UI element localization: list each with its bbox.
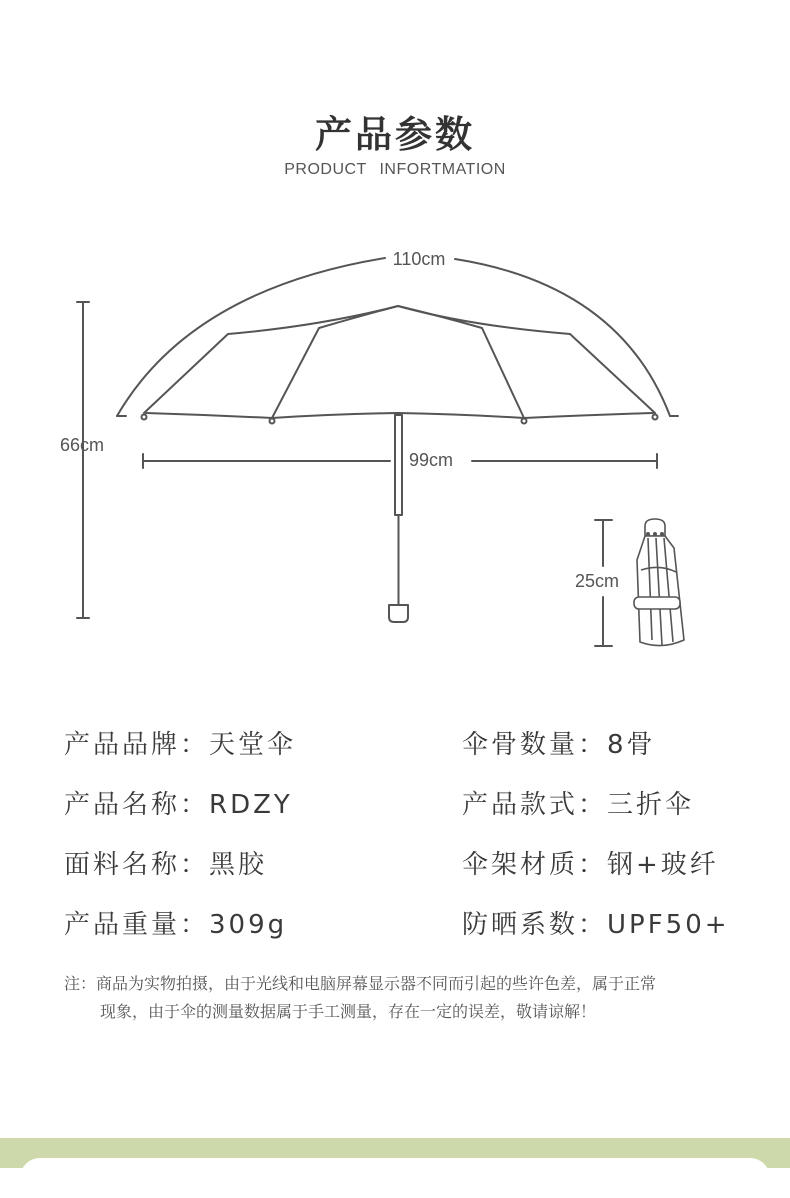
umbrella-handle — [389, 605, 408, 622]
spec-value: 天堂伞 — [209, 730, 297, 760]
spec-brand — [64, 724, 296, 761]
spec-upf — [462, 904, 730, 941]
note-line-1: 注：商品为实物拍摄，由于光线和电脑屏幕显示器不同而引起的些许色差，属于正常 — [64, 974, 657, 993]
spec-value: 309g — [209, 910, 288, 940]
diameter-label: 99cm — [408, 450, 454, 470]
spec-value: RDZY — [209, 790, 293, 820]
spec-fabric — [64, 844, 267, 881]
arc-label: 110cm — [392, 249, 446, 269]
spec-label: 产品重量： — [64, 910, 210, 940]
page-subtitle: PRODUCT INFORTMATION — [284, 161, 506, 178]
spec-frame — [462, 844, 719, 881]
spec-style — [462, 784, 694, 821]
spec-label: 产品品牌： — [64, 730, 210, 760]
spec-name — [64, 784, 293, 821]
spec-weight — [64, 904, 287, 941]
spec-label: 产品款式： — [462, 790, 608, 820]
spec-value: 钢+玻纤 — [607, 850, 719, 880]
spec-label: 面料名称： — [64, 850, 210, 880]
folded-length-label: 25cm — [574, 571, 620, 591]
spec-value: 8骨 — [607, 730, 656, 760]
arc-dimension-line — [117, 258, 385, 416]
spec-label: 防晒系数： — [462, 910, 608, 940]
canopy-outline — [144, 306, 655, 413]
height-label: 66cm — [59, 435, 105, 455]
disclaimer-note — [64, 970, 744, 1026]
bottom-band — [0, 1138, 790, 1168]
page-title: 产品参数 — [315, 113, 475, 156]
canopy-rib-right — [398, 306, 524, 418]
spec-value: 黑胶 — [209, 850, 268, 880]
spec-value: 三折伞 — [607, 790, 695, 820]
spec-label: 伞架材质： — [462, 850, 608, 880]
canopy-rib-left — [272, 306, 398, 418]
spec-ribs — [462, 724, 656, 761]
spec-label: 产品名称： — [64, 790, 210, 820]
spec-value: UPF50+ — [607, 910, 730, 940]
umbrella-shaft — [395, 415, 402, 515]
note-line-2: 现象，由于伞的测量数据属于手工测量，存在一定的误差，敬请谅解！ — [100, 1002, 597, 1021]
folded-umbrella-icon — [634, 519, 684, 646]
spec-label: 伞骨数量： — [462, 730, 608, 760]
bottom-card — [20, 1158, 770, 1198]
